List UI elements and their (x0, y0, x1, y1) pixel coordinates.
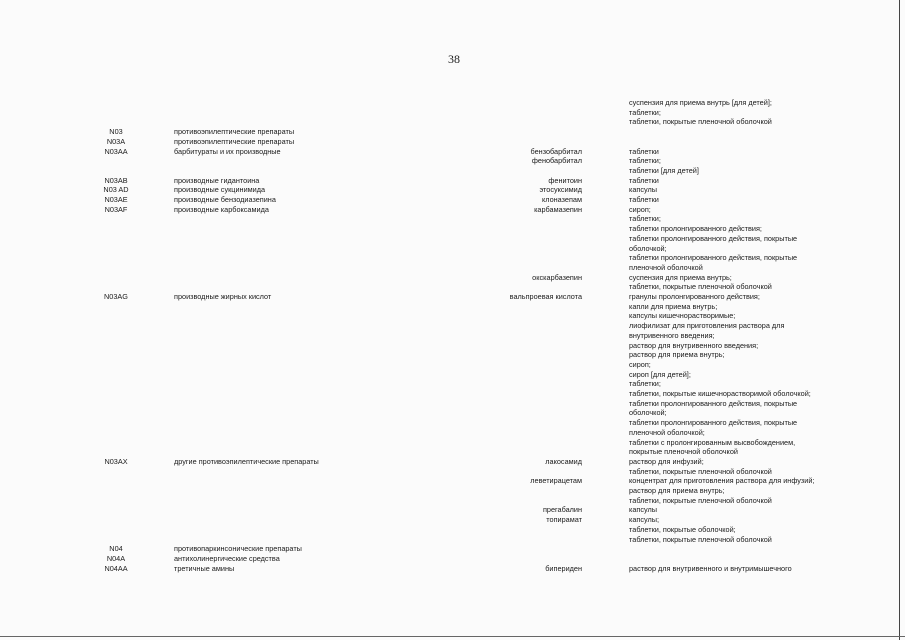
dosage-form: таблетки пролонгированного действия, покрытые (629, 233, 798, 243)
dosage-form: раствор для внутривенного и внутримышечного (629, 563, 792, 573)
table-row (0, 156, 905, 166)
dosage-form: таблетки, покрытые пленочной оболочкой (629, 282, 772, 292)
table-row (0, 147, 905, 157)
table-row (0, 224, 905, 234)
dosage-form: раствор для внутривенного введения; (629, 340, 759, 350)
dosage-form: пленочной оболочкой; (629, 427, 705, 437)
atc-code: N04A (106, 553, 126, 563)
dosage-form: сироп [для детей]; (629, 369, 691, 379)
dosage-form: таблетки пролонгированного действия, покрытые (629, 253, 798, 263)
table-row (0, 341, 905, 351)
atc-code: N03AX (104, 456, 128, 466)
group-name: другие противоэпилептические препараты (174, 456, 319, 466)
dosage-form: таблетки, покрытые кишечнорастворимой оболочкой; (629, 389, 811, 398)
table-row (0, 214, 905, 224)
table-row (0, 467, 905, 477)
table-row (0, 535, 905, 545)
dosage-form: капсулы; (629, 515, 660, 525)
dosage-form: таблетки [для детей] (629, 165, 699, 175)
dosage-form: таблетки (629, 146, 659, 156)
group-name: противопаркинсонические препараты (174, 544, 302, 554)
atc-code: N03AG (104, 292, 128, 301)
dosage-form: капсулы (629, 505, 658, 515)
atc-code: N04 (109, 544, 123, 554)
dosage-form: таблетки; (629, 379, 661, 389)
dosage-form: таблетки, покрытые оболочкой; (629, 524, 736, 534)
group-name: производные жирных кислот (174, 292, 272, 301)
table-row (0, 447, 905, 457)
table-row (0, 273, 905, 283)
table-row (0, 108, 905, 118)
drug-name: прегабалин (542, 505, 582, 515)
group-name: производные гидантоина (174, 175, 260, 185)
dosage-form: оболочкой; (629, 243, 667, 253)
dosage-form: суспензия для приема внутрь; (629, 272, 732, 282)
drug-name: фенитоин (548, 175, 582, 185)
table-row (0, 98, 905, 108)
dosage-form: раствор для приема внутрь; (629, 486, 725, 495)
drug-name: бензобарбитал (530, 146, 582, 156)
table-row (0, 476, 905, 486)
dosage-form: таблетки; (629, 156, 661, 166)
drug-name: карбамазепин (534, 204, 582, 214)
table-row (0, 554, 905, 564)
drug-name: клоназепам (541, 195, 582, 204)
atc-code: N03AB (104, 175, 128, 185)
table-row (0, 399, 905, 409)
dosage-form: таблетки пролонгированного действия; (629, 224, 762, 234)
drug-name: окскарбазепин (532, 272, 582, 282)
table-row (0, 438, 905, 448)
atc-code: N03 (109, 127, 123, 137)
dosage-form: таблетки пролонгированного действия, покрытые (629, 418, 798, 428)
table-row (0, 428, 905, 438)
drug-name: топирамат (546, 515, 582, 525)
dosage-form: таблетки (629, 195, 659, 204)
drug-name: бипериден (545, 563, 582, 573)
group-name: производные карбоксамида (174, 204, 269, 214)
page-bottom-line (0, 636, 905, 637)
dosage-form: оболочкой; (629, 408, 667, 418)
drug-name: леветирацетам (530, 476, 582, 486)
dosage-form: гранулы пролонгированного действия; (629, 292, 760, 301)
atc-code: N04AA (104, 563, 128, 573)
table-row (0, 350, 905, 360)
table-row (0, 292, 905, 302)
table-row (0, 360, 905, 370)
table-row (0, 486, 905, 496)
table-row (0, 263, 905, 273)
table-row (0, 176, 905, 186)
page-number: 38 (448, 52, 460, 66)
table-row (0, 457, 905, 467)
table-row (0, 117, 905, 127)
dosage-form: покрытые пленочной оболочкой (629, 447, 738, 457)
table-row (0, 525, 905, 535)
table-row (0, 205, 905, 215)
dosage-form: сироп; (629, 204, 651, 214)
table-row (0, 544, 905, 554)
table-row (0, 137, 905, 147)
dosage-form: концентрат для приготовления раствора для инфузий; (629, 476, 815, 486)
table-row (0, 282, 905, 292)
drug-name: фенобарбитал (531, 156, 582, 166)
table-row (0, 418, 905, 428)
table-row (0, 311, 905, 321)
group-name: антихолинергические средства (174, 553, 280, 563)
dosage-form: таблетки, покрытые пленочной оболочкой (629, 495, 772, 505)
dosage-form: таблетки; (629, 214, 661, 224)
table-row (0, 244, 905, 254)
dosage-form: таблетки, покрытые пленочной оболочкой (629, 534, 772, 544)
table-row (0, 370, 905, 380)
dosage-form: таблетки, покрытые пленочной оболочкой (629, 117, 772, 127)
atc-code: N03A (106, 136, 126, 146)
dosage-form: суспензия для приема внутрь [для детей]; (629, 98, 772, 107)
group-name: барбитураты и их производные (174, 146, 281, 156)
group-name: производные сукцинимида (174, 185, 266, 195)
dosage-form: капсулы кишечнорастворимые; (629, 311, 736, 321)
table-row (0, 195, 905, 205)
drug-name: этосуксимид (539, 185, 582, 195)
table-row (0, 302, 905, 312)
table-row (0, 515, 905, 525)
dosage-form: сироп; (629, 359, 651, 369)
dosage-form: таблетки с пролонгированным высвобождением, (629, 437, 796, 447)
atc-code: N03AF (104, 204, 128, 214)
atc-code: N03 AD (103, 185, 129, 195)
group-name: производные бензодиазепина (174, 195, 276, 204)
dosage-form: лиофилизат для приготовления раствора для (629, 321, 785, 331)
drug-name: вальпроевая кислота (509, 292, 582, 301)
dosage-form: таблетки, покрытые пленочной оболочкой (629, 466, 772, 476)
table-row (0, 408, 905, 418)
dosage-form: раствор для инфузий; (629, 456, 704, 466)
table-row (0, 253, 905, 263)
dosage-form: пленочной оболочкой (629, 262, 703, 272)
drug-name: лакосамид (545, 456, 582, 466)
table-row (0, 185, 905, 195)
dosage-form: капсулы (629, 185, 658, 195)
group-name: противоэпилептические препараты (174, 136, 295, 146)
table-row (0, 127, 905, 137)
atc-code: N03AA (104, 146, 128, 156)
table-row (0, 331, 905, 341)
table-row (0, 379, 905, 389)
table-row (0, 505, 905, 515)
table-row (0, 234, 905, 244)
dosage-form: внутривенного введения; (629, 330, 715, 340)
table-row (0, 166, 905, 176)
dosage-form: капли для приема внутрь; (629, 301, 718, 311)
table-row (0, 496, 905, 506)
atc-code: N03AE (104, 195, 128, 204)
table-row (0, 321, 905, 331)
dosage-form: таблетки (629, 175, 659, 185)
table-row (0, 389, 905, 399)
table-row (0, 564, 905, 574)
group-name: противоэпилептические препараты (174, 127, 295, 137)
dosage-form: раствор для приема внутрь; (629, 350, 725, 360)
dosage-form: таблетки пролонгированного действия, покрытые (629, 398, 798, 408)
dosage-form: таблетки; (629, 107, 661, 117)
group-name: третичные амины (174, 563, 235, 573)
